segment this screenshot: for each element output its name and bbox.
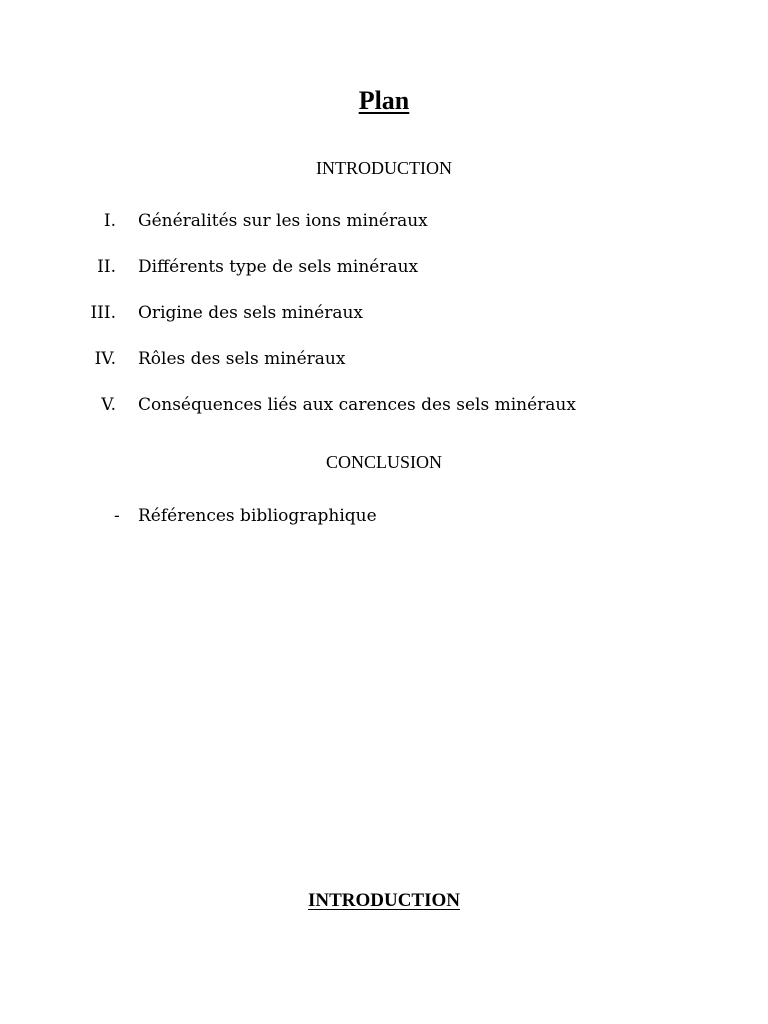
toc-text: Origine des sels minéraux [138,303,364,323]
toc-item [0,395,768,421]
intro-label: INTRODUCTION [316,158,452,178]
conclusion-label: CONCLUSION [325,452,442,472]
toc-numeral: II. [97,257,116,277]
toc-item [0,211,768,237]
page-title: Plan [358,86,410,115]
introduction-heading: INTRODUCTION [307,890,461,911]
toc-text: Rôles des sels minéraux [138,349,346,369]
toc-item [0,257,768,283]
toc-text: Différents type de sels minéraux [138,257,419,277]
bullet-dash: - [114,506,120,526]
toc-numeral: V. [101,395,116,415]
toc-numeral: III. [90,303,116,323]
toc-numeral: I. [103,211,116,231]
toc-item [0,349,768,375]
toc-text: Conséquences liés aux carences des sels minéraux [138,395,576,415]
references-item [0,506,768,532]
toc-text: Généralités sur les ions minéraux [138,211,428,231]
toc-item [0,303,768,329]
toc-numeral: IV. [94,349,116,369]
references-text: Références bibliographique [138,506,377,526]
